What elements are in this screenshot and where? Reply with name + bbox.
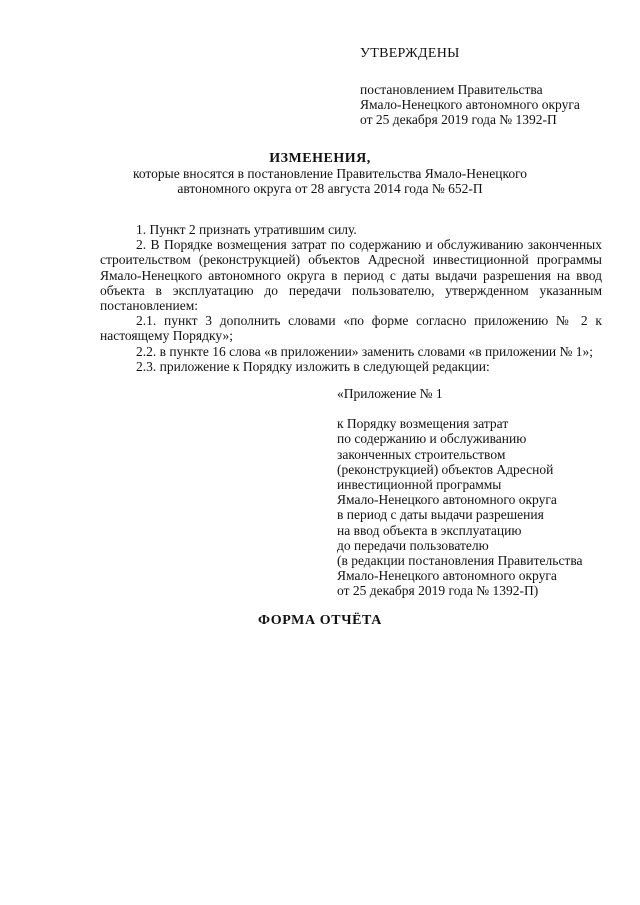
approval-line: постановлением Правительства: [360, 82, 543, 97]
appendix-line: до передачи пользователю: [337, 537, 489, 553]
document-subtitle: [100, 166, 560, 196]
appendix-line: (в редакции постановления Правительства: [337, 553, 583, 569]
subtitle-line: автономного округа от 28 августа 2014 года № 652-П: [177, 181, 483, 196]
appendix-line: на ввод объекта в эксплуатацию: [337, 522, 522, 538]
approved-label: УТВЕРЖДЕНЫ: [360, 46, 460, 61]
paragraph-2: 2. В Порядке возмещения затрат по содержанию и обслуживанию законченных строительством (реконструкцией) объектов Адресной инвестиционной программы Ямало-Ненецкого автономного округа в период с даты выдачи разрешения на ввод объекта в эксплуатацию до передачи пользователю, утвержденном указанным постановлением:: [100, 237, 602, 314]
paragraph-2-3: 2.3. приложение к Порядку изложить в следующей редакции:: [136, 358, 490, 374]
appendix-line: Ямало-Ненецкого автономного округа: [337, 492, 557, 508]
appendix-line: законченных строительством: [337, 446, 506, 462]
subtitle-line: которые вносятся в постановление Правительства Ямало-Ненецкого: [132, 166, 528, 181]
approval-line: Ямало-Ненецкого автономного округа: [360, 97, 580, 112]
approval-line: от 25 декабря 2019 года № 1392-П: [360, 112, 557, 127]
appendix-spacer: [337, 401, 583, 416]
appendix-line: от 25 декабря 2019 года № 1392-П): [337, 583, 539, 599]
paragraph-1: 1. Пункт 2 признать утратившим силу.: [136, 222, 357, 237]
document-body: [100, 222, 602, 374]
appendix-line: к Порядку возмещения затрат: [337, 416, 509, 432]
appendix-line: в период с даты выдачи разрешения: [337, 507, 544, 523]
appendix-line: Ямало-Ненецкого автономного округа: [337, 568, 557, 584]
appendix-line: инвестиционной программы: [337, 477, 502, 493]
appendix-title: «Приложение № 1: [337, 386, 443, 401]
appendix-line: по содержанию и обслуживанию: [337, 431, 527, 447]
approval-details: [360, 82, 580, 127]
paragraph-2-2: 2.2. в пункте 16 слова «в приложении» заменить словами «в приложении № 1»;: [136, 343, 594, 359]
document-title: ИЗМЕНЕНИЯ,: [269, 151, 371, 166]
paragraph-2-1: 2.1. пункт 3 дополнить словами «по форме согласно приложению № 2 к настоящему Порядку»;: [100, 313, 602, 344]
form-title: ФОРМА ОТЧЁТА: [258, 613, 382, 628]
appendix-block: [337, 386, 583, 599]
appendix-line: (реконструкцией) объектов Адресной: [337, 461, 554, 477]
